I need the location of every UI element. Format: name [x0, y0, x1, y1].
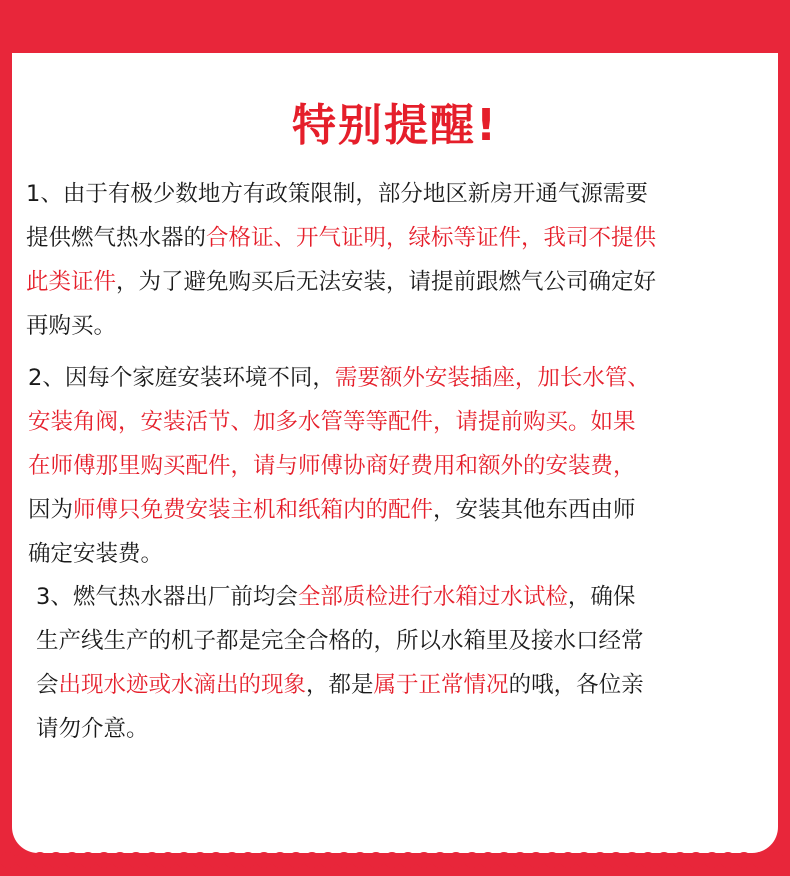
scalloped-border: [0, 852, 790, 876]
highlighted-text: 需要额外安装插座，加长水管、: [334, 365, 650, 391]
text-line: [28, 356, 650, 400]
highlighted-text: 此类证件: [26, 269, 117, 295]
text-line: [28, 532, 650, 576]
text-line: [26, 172, 656, 216]
highlighted-text: 在师傅那里购买配件，请与师傅协商好费用和额外的安装费，: [28, 453, 636, 479]
text-line: [26, 260, 656, 304]
highlighted-text: 属于正常情况: [373, 672, 509, 698]
body-text: 确定安装费。: [28, 541, 164, 567]
highlighted-text: 出现水迹或水滴出的现象: [58, 672, 307, 698]
body-text: 生产线生产的机子都是完全合格的，所以水箱里及接水口经常: [36, 628, 644, 654]
body-text: 2、因每个家庭安装环境不同，: [28, 365, 335, 391]
text-line: [26, 304, 656, 348]
highlighted-text: 合格证、开气证明，绿标等证件，我司不提供: [206, 225, 657, 251]
highlighted-text: 安装角阀，安装活节、加多水管等等配件，请提前购买。如果: [28, 409, 636, 435]
notice-paragraph-2: [28, 356, 650, 576]
highlighted-text: 师傅只免费安装主机和纸箱内的配件: [73, 497, 434, 523]
text-line: [28, 400, 650, 444]
highlighted-text: 全部质检进行水箱过水试检: [297, 584, 568, 610]
body-text: ，为了避免购买后无法安装，请提前跟燃气公司确定好: [116, 269, 657, 295]
body-text: 会: [36, 672, 59, 698]
body-text: 因为: [28, 497, 74, 523]
notice-paragraph-1: [26, 172, 656, 348]
notice-paragraph-3: [36, 575, 644, 751]
body-text: ，安装其他东西由师: [433, 497, 636, 523]
text-line: [26, 216, 656, 260]
text-line: [36, 663, 644, 707]
page-title: 特别提醒!: [291, 100, 499, 151]
text-line: [28, 444, 650, 488]
text-line: [36, 575, 644, 619]
text-line: [28, 488, 650, 532]
text-line: [36, 707, 644, 751]
body-text: 提供燃气热水器的: [26, 225, 207, 251]
body-text: 请勿介意。: [36, 716, 149, 742]
text-line: [36, 619, 644, 663]
body-text: 1、由于有极少数地方有政策限制，部分地区新房开通气源需要: [26, 181, 648, 207]
body-text: 再购买。: [26, 313, 117, 339]
body-text: ，都是: [306, 672, 374, 698]
body-text: 的哦，各位亲: [508, 672, 644, 698]
body-text: 3、燃气热水器出厂前均会: [36, 584, 298, 610]
body-text: ，确保: [567, 584, 636, 610]
